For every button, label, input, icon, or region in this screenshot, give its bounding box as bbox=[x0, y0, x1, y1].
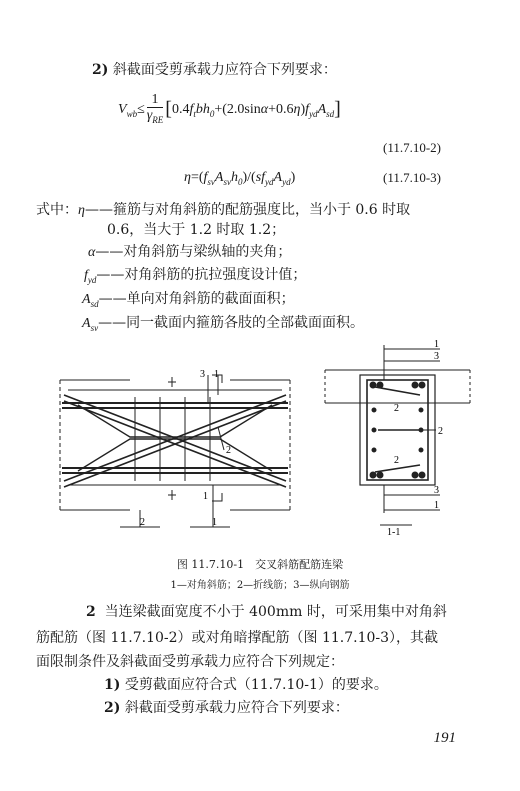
label-left-2b: 2 bbox=[140, 517, 145, 528]
def-asd: $A_{sd}——$单向对角斜筋的截面面积； bbox=[82, 291, 295, 309]
figure-legend: 1—对角斜筋；2—折线筋；3—纵向钢筋 bbox=[170, 580, 350, 591]
label-right-1a: 1 bbox=[434, 339, 439, 350]
def-eta-cont: 0.6，当大于 1.2 时取 1.2； bbox=[107, 222, 286, 238]
section-label: 1-1 bbox=[387, 527, 401, 538]
intro-text: 斜截面受剪承载力应符合下列要求： bbox=[112, 62, 337, 78]
right-section-view bbox=[325, 345, 470, 525]
label-right-2a: 2 bbox=[394, 403, 399, 414]
label-right-2c: 2 bbox=[394, 455, 399, 466]
intro-line bbox=[92, 60, 337, 80]
label-left-1c: 1 bbox=[212, 517, 217, 528]
eqno-11-7-10-2: (11.7.10-2) bbox=[383, 140, 442, 155]
para2-line2: 筋配筋（图 11.7.10-2）或对角暗撑配筋（图 11.7.10-3），其截 bbox=[36, 630, 439, 646]
label-left-3: 3 bbox=[200, 369, 205, 380]
eqno-11-7-10-3: (11.7.10-3) bbox=[383, 170, 442, 185]
formula-11-7-10-3: $\eta=(f_{sv}A_{sv}h_0)/(sf_{yd}A_{yd})$ bbox=[184, 170, 296, 187]
page-number: 191 bbox=[433, 730, 456, 746]
def-eta: 式中：η——箍筋与对角斜筋的配筋强度比，当小于 0.6 时取 bbox=[36, 202, 411, 218]
label-left-2a: 2 bbox=[226, 445, 231, 456]
para2-line3: 面限制条件及斜截面受剪承载力应符合下列规定： bbox=[36, 654, 344, 670]
formula-11-7-10-2: $V_{wb}\le$ $\frac{1}{\gamma_{RE}}$ $[0.4f_tbh_0+(2.0\sin\alpha+0.6\eta)f_{yd}A_{sd}]$ bbox=[118, 92, 341, 126]
def-asv: $A_{sv}——$同一截面内箍筋各肢的全部截面面积。 bbox=[82, 315, 365, 333]
figure-caption: 图 11.7.10-1 交叉斜筋配筋连梁 bbox=[176, 558, 344, 571]
para2-line1: 2 当连梁截面宽度不小于 400mm 时，可采用集中对角斜 bbox=[86, 604, 447, 620]
label-left-1a: 1 bbox=[214, 369, 219, 380]
label-right-3a: 3 bbox=[434, 351, 439, 362]
formula1-fraction: $\frac{1}{\gamma_{RE}}$ bbox=[146, 92, 164, 125]
label-right-3b: 3 bbox=[434, 485, 439, 496]
item2: 2) 斜截面受剪承载力应符合下列要求： bbox=[104, 700, 349, 716]
left-elevation bbox=[60, 375, 290, 527]
intro-number: 2) bbox=[92, 62, 109, 78]
def-alpha: α——对角斜筋与梁纵轴的夹角； bbox=[88, 244, 292, 260]
item1: 1) 受剪截面应符合式（11.7.10-1）的要求。 bbox=[104, 677, 388, 693]
label-right-1b: 1 bbox=[434, 500, 439, 511]
label-right-2b: 2 bbox=[438, 426, 443, 437]
label-left-1b: 1 bbox=[203, 491, 208, 502]
figure-crossed-diagonal-reinforcement bbox=[0, 335, 520, 555]
def-fyd: $f_{yd}——$对角斜筋的抗拉强度设计值； bbox=[84, 267, 307, 285]
